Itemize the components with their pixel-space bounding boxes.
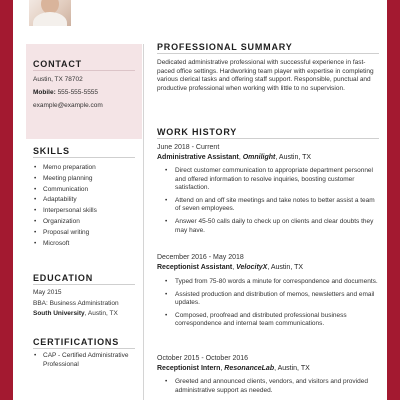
job-dates: June 2018 - Current [157, 144, 220, 151]
certifications-title: CERTIFICATIONS [33, 337, 120, 347]
job-role [157, 264, 303, 271]
contact-location: Austin, TX 78702 [33, 76, 83, 83]
school-name: South University [33, 310, 85, 317]
certification-item: • CAP - Certified Administrative Professional [33, 352, 139, 369]
summary-text: Dedicated administrative professional with successful experience in fast-paced office settings. Hardworking team player with expertise in completing various clerical tasks and offering staff support. Responsible, punctual and productive professional when working with little to no supervision. [157, 59, 374, 92]
skills-title: SKILLS [33, 146, 70, 156]
skill-item: • Interpersonal skills [33, 206, 97, 217]
job-company: VelocityX [236, 264, 268, 271]
column-divider [143, 44, 144, 400]
school-location: , Austin, TX [84, 310, 118, 317]
job-bullet: • Answer 45-50 calls daily to check up on clients and clear doubts they may have. [165, 218, 379, 235]
job-company: Omnilight [242, 154, 276, 161]
contact-rule [33, 70, 135, 71]
skill-item: • Meeting planning [33, 174, 97, 185]
education-degree: BBA: Business Administration [33, 300, 119, 307]
job-bullets [165, 278, 379, 333]
job-bullet: • Greeted and announced clients, vendors, and visitors and provided administrative support as needed. [165, 378, 379, 395]
certifications-rule [33, 348, 135, 349]
skill-item: • Memo preparation [33, 163, 97, 174]
job-title: Administrative Assistant [157, 154, 239, 161]
job-role [157, 365, 310, 372]
profile-photo [29, 0, 71, 26]
job-dates: October 2015 - October 2016 [157, 355, 249, 362]
resume-page [13, 0, 387, 400]
skill-item: • Microsoft [33, 239, 97, 250]
title-separator: , [232, 264, 237, 271]
contact-email: example@example.com [33, 102, 103, 109]
skill-item: • Adaptability [33, 195, 97, 206]
skills-rule [33, 157, 135, 158]
mobile-value: 555-555-5555 [57, 89, 99, 96]
contact-mobile [33, 89, 98, 98]
job-role [157, 154, 311, 161]
certifications-list [33, 352, 139, 369]
skills-list [33, 163, 97, 249]
title-separator: , [238, 154, 243, 161]
job-bullet: • Direct customer communication to appropriate department personnel and offered information to resolve inquiries, boosting customer satisfaction. [165, 167, 379, 193]
skill-item: • Communication [33, 185, 97, 196]
job-dates: December 2016 - May 2018 [157, 254, 244, 261]
job-location: , Austin, TX [267, 264, 304, 271]
job-location: , Austin, TX [275, 154, 312, 161]
job-bullets [165, 378, 379, 399]
education-date: May 2015 [33, 289, 62, 296]
job-bullet: • Typed from 75-80 words a minute for correspondence and documents. [165, 278, 379, 287]
job-title: Receptionist Intern [157, 365, 221, 372]
skill-item: • Organization [33, 217, 97, 228]
education-school [33, 310, 118, 319]
job-bullet: • Attend on and off site meetings and take notes to better assist a team of seven employees. [165, 197, 379, 214]
mobile-label: Mobile: [33, 89, 56, 96]
skill-item: • Proposal writing [33, 228, 97, 239]
education-title: EDUCATION [33, 273, 94, 283]
photo-body [33, 12, 67, 26]
job-bullet: • Assisted production and distribution of memos, newsletters and email updates. [165, 291, 379, 308]
job-bullet: • Composed, proofread and distributed professional business correspondence and internal team communications. [165, 312, 379, 329]
education-rule [33, 284, 135, 285]
title-separator: , [220, 365, 225, 372]
work-title: WORK HISTORY [157, 127, 238, 137]
job-location: , Austin, TX [274, 365, 310, 372]
work-rule [157, 138, 379, 139]
summary-title: PROFESSIONAL SUMMARY [157, 42, 293, 52]
contact-title: CONTACT [33, 59, 82, 69]
job-company: ResonanceLab [224, 365, 275, 372]
job-bullets [165, 167, 379, 239]
summary-rule [157, 53, 379, 54]
job-title: Receptionist Assistant [157, 264, 233, 271]
